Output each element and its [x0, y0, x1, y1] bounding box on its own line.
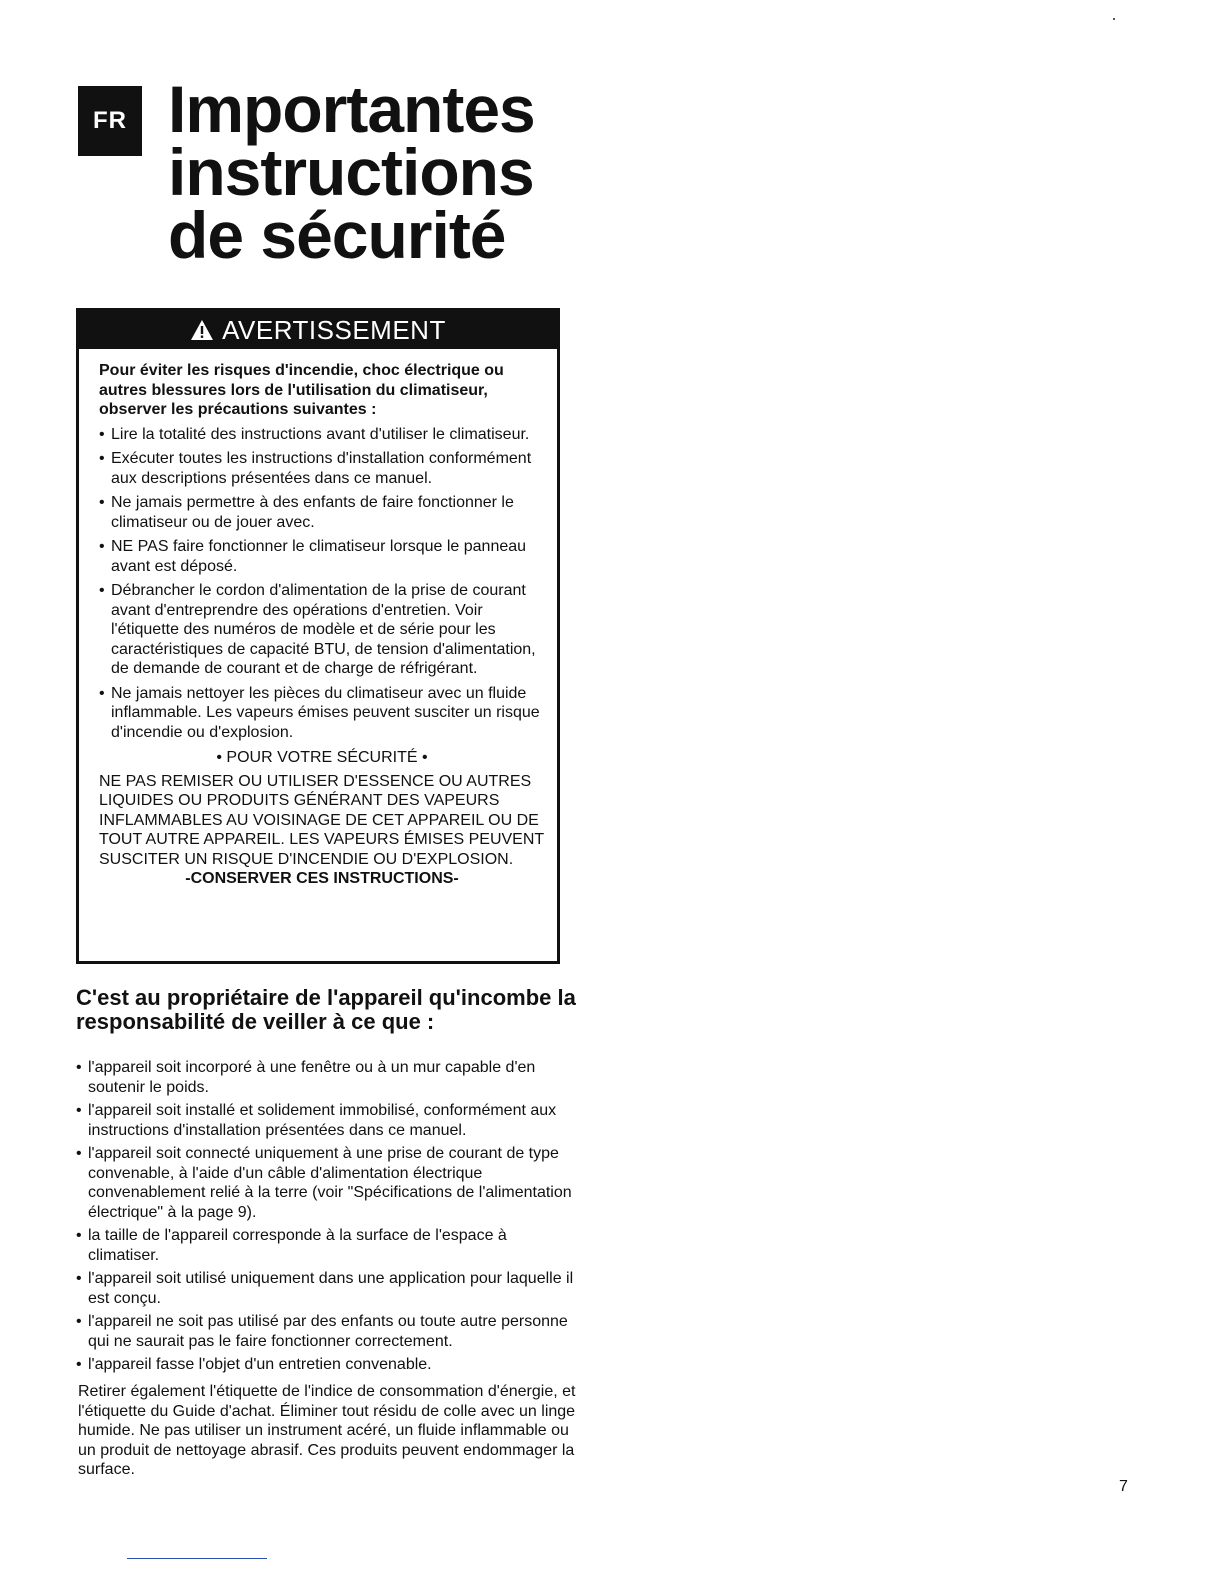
safety-title: • POUR VOTRE SÉCURITÉ •	[216, 749, 428, 766]
page-title	[168, 72, 535, 272]
page-number: 7	[1119, 1478, 1128, 1495]
warning-item: • Débrancher le cordon d'alimentation de la prise de courant avant d'entreprendre des opérations d'entretien. Voir l'étiquette des numéros de modèle et de série pour les caractéristiques de capacité BTU, de tension d'alimentation, de demande de courant et de charge de réfrigérant.	[99, 581, 545, 679]
owner-list	[76, 1058, 576, 1379]
warning-item: • Lire la totalité des instructions avant d'utiliser le climatiseur.	[99, 425, 545, 445]
language-badge: FR	[78, 86, 142, 156]
warning-header-text: AVERTISSEMENT	[222, 314, 446, 345]
owner-item: • l'appareil soit utilisé uniquement dans une application pour laquelle il est conçu.	[76, 1269, 576, 1308]
warning-box	[76, 308, 560, 964]
title-line-2: instructions	[168, 135, 534, 209]
owner-item: • la taille de l'appareil corresponde à la surface de l'espace à climatiser.	[76, 1226, 576, 1265]
owner-item: • l'appareil soit installé et solidement immobilisé, conformément aux instructions d'installation présentées dans ce manuel.	[76, 1101, 576, 1140]
safety-text: NE PAS REMISER OU UTILISER D'ESSENCE OU AUTRES LIQUIDES OU PRODUITS GÉNÉRANT DES VAPEURS INFLAMMABLES AU VOISINAGE DE CET APPAREIL OU DE TOUT AUTRE APPAREIL. LES VAPEURS ÉMISES PEUVENT SUSCITER UN RISQUE D'INCENDIE OU D'EXPLOSION.	[99, 772, 544, 868]
owner-heading: C'est au propriétaire de l'appareil qu'incombe la responsabilité de veiller à ce que :	[76, 985, 576, 1034]
scan-dot	[1113, 18, 1115, 20]
owner-item: • l'appareil soit connecté uniquement à une prise de courant de type convenable, à l'aide d'un câble d'alimentation électrique convenablement relié à la terre (voir "Spécifications de l'alimentation électrique" à la page 9).	[76, 1144, 576, 1222]
conserve-instructions: -CONSERVER CES INSTRUCTIONS-	[185, 870, 459, 887]
owner-item: • l'appareil ne soit pas utilisé par des enfants ou toute autre personne qui ne saurait pas le faire fonctionner correctement.	[76, 1312, 576, 1351]
warning-item: • Ne jamais nettoyer les pièces du climatiseur avec un fluide inflammable. Les vapeurs émises peuvent susciter un risque d'incendie ou d'explosion.	[99, 684, 545, 743]
footer-divider	[127, 1558, 267, 1559]
warning-list	[99, 425, 545, 743]
warning-item: • Exécuter toutes les instructions d'installation conformément aux descriptions présentées dans ce manuel.	[99, 449, 545, 488]
owner-item: • l'appareil fasse l'objet d'un entretien convenable.	[76, 1355, 576, 1375]
warning-body	[79, 349, 557, 889]
title-line-1: Importantes	[168, 72, 535, 146]
owner-item: • l'appareil soit incorporé à une fenêtre ou à un mur capable d'en soutenir le poids.	[76, 1058, 576, 1097]
warning-intro: Pour éviter les risques d'incendie, choc électrique ou autres blessures lors de l'utilisation du climatiseur, observer les précautions suivantes :	[99, 362, 504, 418]
title-line-3: de sécurité	[168, 198, 506, 272]
warning-item: • NE PAS faire fonctionner le climatiseur lorsque le panneau avant est déposé.	[99, 537, 545, 576]
warning-triangle-icon	[190, 319, 214, 341]
warning-header	[79, 311, 557, 349]
closing-paragraph: Retirer également l'étiquette de l'indice de consommation d'énergie, et l'étiquette du Guide d'achat. Éliminer tout résidu de colle avec un linge humide. Ne pas utiliser un instrument acéré, un fluide inflammable ou un produit de nettoyage abrasif. Ces produits peuvent endommager la surface.	[78, 1383, 576, 1478]
warning-item: • Ne jamais permettre à des enfants de faire fonctionner le climatiseur ou de jouer avec.	[99, 493, 545, 532]
